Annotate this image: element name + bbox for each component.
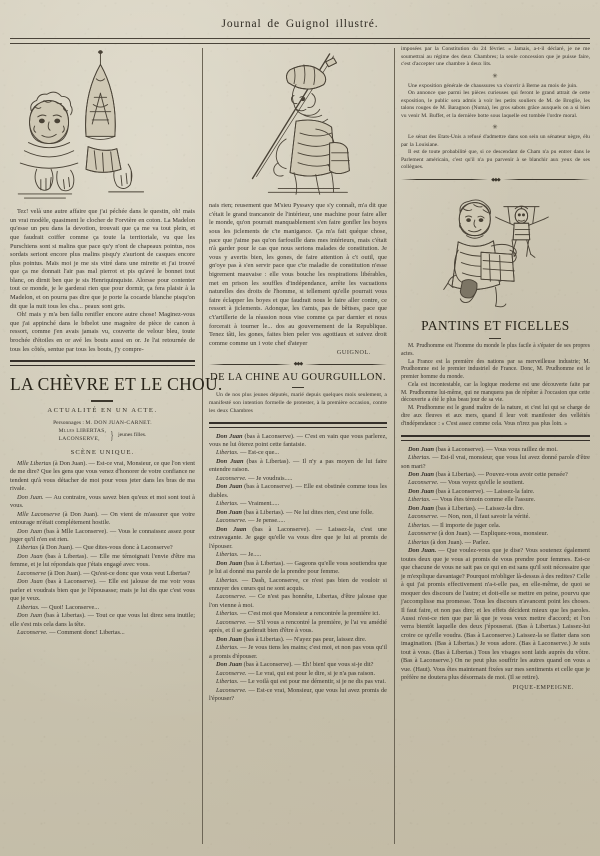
dialogue-line [209,593,387,610]
news-intro-paragraph: imposées par la Constitution du 24 février. « Jamais, a-t-il déclaré, je ne me soumettrai au régime des deux Chambres; la seule concession que je puisse faire, c'est d'accepter une chambre à deux lits. [400,46,590,68]
dialogue-character: Don Juan [407,445,435,453]
dialogue-line [209,475,387,483]
dialogue-character: Don Juan [215,457,244,465]
dialogue-stage: (à Don Juan). [39,544,74,552]
dialogue-line [209,551,387,559]
cast-list [10,419,195,444]
dialogue-character: Mlle Libertas [17,459,52,467]
dialogue-stage: (à Don Juan). [52,459,87,467]
dialogue-character: Libertas. [17,603,40,611]
right-illustration-wrapper [401,188,590,312]
left-column [10,46,223,844]
masthead-rule [10,38,590,44]
dialogue-text: — Ce n'est pas honnête, Libertas, d'être jalouse que l'on vienne à moi. [208,593,387,609]
dialogue-line [209,483,387,500]
dialogue-stage: (bas à Laconserve). [252,525,310,533]
dialogue-line [10,629,195,637]
cast-line-2 [10,427,195,444]
dialogue-line [10,494,195,511]
dialogue-character: Don Juan [407,504,435,512]
dialogue-text: — Laissez-la, c'est une extravagante. Je gage qu'elle va vous dire que je lui ai promis de l'épouser. [208,525,387,550]
dialogue-stage: (bas à Libertas). [246,457,291,465]
dialogue-character: Libertas. [215,644,239,652]
dialogue-stage: (bas à Laconserve). [244,483,294,491]
cast-name-2: LACONSERVE, [58,436,100,443]
dialogue-line [401,454,590,471]
dialogue-text: — S'il vous a rencontré la première, je l'ai vu amédié après, et il se garderait bien d'être à vous. [208,618,387,635]
dialogue-line [10,612,195,629]
dialogue-stage: (bas à Laconserve). [243,661,293,669]
dialogue-character: Libertas [407,538,429,546]
dialogue-character: Don Juan [407,471,435,479]
mid-article-paragraph-1: nais rien; reusement que M'sieu Pyssavy que s'y connaît, m'a dit que c'était le grand trancanoir de l'intérieur, une machine pour faire aller le monde, qu'on pourrait manquablement s'en faire gonfler les boyes sous les jiclements de c'te manigance. Ça m'a fait quéque chose, pace que j'aime pas qu'on farfouille dans mes intérieurs, mais c'était n'à garder pour le cas que nous serions malades de constitution. Je vous y avertis bien, les gones, de faire attention à c't outil, que gn'oye pas à s'en servir pace que c'te maladie de constitution n'esse bigrement mauvaise : elle vous bouche les respirations libérables, met en prison les souffles d'indépendance, arrête les vacuations naturelles des droits de l'homme, si tellement qu'elle pourrait vous faire éclapper les boyes et que faudrait nous le faire aller contre, ce ressort à jiclements. Adonque, les t'amis, pas de bêtises, pace que c't'artillerie de la réassion nous vise comme ça par darnier et nous forcerait à tourner le... dos au gouvernement de la Republique. Tenez tâti, les gones, faites bien peler vos agottiaux et suivez droit comme comme un i vote chef d'ateyer [208,202,387,347]
dialogue-line [401,505,590,513]
dialogue-character: Libertas. [215,678,239,686]
dialogue-text: — Vraiment..... [240,500,280,508]
dialogue-character: Libertas. [215,551,239,559]
dialogue-character: Don Juan [215,525,247,533]
dialogue-character: Mlle Laconserve [17,510,61,518]
dialogue-line [209,449,387,457]
right-dialogue-rule [401,435,590,441]
dialogue-line [401,488,590,496]
dialogue-line [209,678,387,686]
dialogue-text: — Ne lui dites rien, c'est une folle. [285,508,374,516]
mid-section-dash [292,387,304,388]
dialogue-stage: (à Don Juan). [47,569,82,577]
dialogue-character: Don Juan [215,483,243,491]
mid-column [202,46,394,844]
dialogue-line [209,500,387,508]
news-separator-2: ✳ [492,124,499,132]
dialogue-text: — Elle est obstinée comme tous les diables. [208,483,387,499]
dialogue-character: Libertas. [215,500,239,508]
dialogue-character: Laconserve. [215,669,247,677]
dialogue-line [401,479,590,487]
play-subtitle: ACTUALITÉ EN UN ACTE. [47,406,158,414]
mid-dialogue-rule [209,422,387,428]
dialogue-text: — Que voulez-vous que je dise? Vous soutenez également toutes deux que je vous ai promis de vous prendre pour femmes. Est-ce que chacune de vous ne sait pas ce qui en est sans qu'il soit nécessaire que je m'explique davantage? Pourquoi m'obliger là-dessus à des redites? Celle à qui j'ai promis effectivement n'a-t-elle pas, en elle-même, de quoi se moquer des discours de l'autre; et doit-elle se mettre en peine, pourvu que j'accomplisse ma promesse. Tous les discours n'avancent point les choses. Il faut faire, et non pas dire; et les effets décident mieux que les paroles. Aussi n'est-ce rien que par là que je vous veux mettre d'accord; et l'on verra bientôt laquelle des deux j'épouserai. (Bas à Libertas.) Laissez-lui croire ce qu'elle voudra. (Bas à Laconserve.) Laissez-la se flatter dans son imagination. (Bas à Libertas.) Je vous adore. (Bas à Laconserve.) Je suis tout à vous. (Bas à Libertas.) Tous les visages sont laids auprès du vôtre. (Bas à Laconserve.) On ne peut plus souffrir les autres quand on vous a vue. (Haut). Vous êtes maintenant fixées sur mes sentiments et celle que je préfère ne doutera plus désormais de moi. (Il se retire). [400,547,590,682]
dialogue-text: — Vous êtes témoin comme elle l'assure. [432,496,536,504]
mid-ornament-rule [209,361,387,367]
dialogue-text: — Elle est jalouse de me voir vous parler et voudrais bien que je l'épousasse; mais je lui dis que c'est vous que je veux. [10,578,195,603]
right-column [394,46,590,844]
right-ornament-rule [401,177,590,183]
dialogue-stage: (bas à Laconserve). [45,578,97,586]
ornament-line-right [503,179,590,180]
mid-article-signature: GUIGNOL. [336,350,371,357]
dialogue-text: — Quoi! Laconserve... [41,603,100,611]
dialogue-text: — Vous vous raillez de moi. [486,445,558,453]
news-item-1-paragraph-2: On annonce que parmi les pièces curieuses qui feront le grand attrait de cette exposition, le public sera admis à voir les petits souliers de M. de Broglie, les talons rouges de M. Baragnon (Numa), les gros sabots grâce auxquels on a si bien vu venir M. Buffet, et la dernière botte sous laquelle est tombée l'ordre moral. [400,90,590,119]
masthead-title: Journal de Guignol illustré. [221,18,379,30]
dialogue-line [209,577,387,594]
dialogue-line [401,530,590,538]
dialogue-character: Laconserve. [215,686,247,694]
dialogue-character: Libertas. [407,496,431,504]
news-item-1-paragraph-1: Une exposition générale de chaussures va s'ouvrir à Berne au mois de juin. [407,82,578,89]
dialogue-text: — Il importe de juger cela. [432,521,501,529]
dialogue-character: Laconserve. [215,593,247,601]
mid-illustration-wrapper [209,48,387,196]
dialogue-character: Don Juan [215,635,243,643]
news-item-2-paragraph-1: Le sénat des Etats-Unis a refusé d'admettre dans son sein un sénateur nègre, élu par la Louisiane. [400,134,590,148]
dialogue-line [10,460,195,494]
ornament-line-right [305,364,387,365]
dialogue-stage: (bas à Libertas). [435,504,477,512]
dialogue-text: — Parlez. [464,538,490,546]
dialogue-line [209,661,387,669]
dialogue-text: — Tout ce que vous lui direz sera inutile; elle s'est mis cela dans la tête. [10,612,195,628]
right-section-dash [489,338,501,339]
dialogue-line [401,496,590,504]
dialogue-stage: (bas à Libertas). [243,508,285,516]
cast-names-group [59,427,107,444]
dialogue-character: Libertas. [215,610,239,618]
dialogue-stage: (bas à Libertas). [243,635,285,643]
dialogue-text: — Laissez-la faire. [486,487,535,495]
dialogue-line [209,670,387,678]
dialogue-character: Laconserve [17,569,47,577]
dialogue-character: Laconserve. [215,618,247,626]
dialogue-text: — Je vous tiens les mains; c'est moi, et non pas vous qu'il a promis d'épouser. [208,644,387,660]
dialogue-text: — Laissez-la dire. [477,504,525,512]
pantins-paragraph-4: M. Prudhomme est le grand maître de la nature, et c'est lui qui se charge de dire aux fleuves et aux mers, quand il leur voit manifester des velléités d'indépendance : « C'est assez comme cela. Vous n'irez pas plus loin. » [400,405,590,427]
dialogue-character: Laconserve. [407,479,439,487]
dialogue-text: — Comment donc! Libertas... [49,629,125,637]
dialogue-line [10,528,195,545]
cast-label: Personnages : [53,419,84,426]
dialogue-text: — Gageons qu'elle vous soutiendra que je lui ai donné ma parole de la prendre pour femme. [208,559,387,576]
dialogue-stage: (à don Juan). [430,538,464,546]
left-article-paragraph-1: Tez! velà une autre affaire que j'ai péchée dans le questin, oh! mais un vrai modèle, quasiment le clocher de Forvière en coton. La Madelon qu'esse un peu dans la devotion, trouvait que ça me va tout plein, et que faudrait coiffer comme ça toute la territoriale, vu que les Purschiens sont si malins que pace qu'y n'ont de chapeaux pointus, nos sordats seriont encore plus malins pisqu'y z'auriont de casques encore plus pointus. Maïs moi je me sis vitré dans une mirette et j'ai trouvé que ça me donnait l'air pas mal pierrot et pis qu'avé le bonnet tout blanc, on dirnit ben que je sis Henriquinquiste. Alorsse pour contenter tout ce monde, je le garderai rien que pour dormir, ça fera plaisir à la Madelon, et on pourra pas dire que je porte la cocarde blanche pisqu'on dit que la nuit tous les cha... peaux sont gris. [10,208,195,310]
right-section-title: PANTINS ET FICELLES [421,318,570,334]
play-title-dash [91,400,113,401]
dialogue-text: — Que dites-vous donc à Laconserve? [75,544,173,552]
news-item-2-paragraph-2: Il est de toute probabilité que, si ce descendant de Cham n'a pu entrer dans le Parlement américain, c'est qu'il n'a pu parvenir à se blanchir aux yeux de ses collègues. [400,149,590,171]
dialogue-line [209,687,387,704]
play-title: LA CHÈVRE ET LE CHOU. [10,374,223,395]
right-column-signature: PIQUE-EMPEIGNE. [512,684,574,691]
dialogue-line [209,610,387,618]
dialogue-stage: (à Don Juan). [62,510,99,518]
dialogue-character: Don Juan [215,559,243,567]
dialogue-character: Libertas. [407,521,431,529]
dialogue-text: — Vous voyez qu'elle le soutient. [440,479,525,487]
left-section-rule [10,360,195,366]
dialogue-line [401,547,590,683]
dialogue-character: Libertas [17,544,38,552]
pantins-paragraph-2: La France est la première des nations par sa merveilleuse industrie; M. Prudhomme est le premier industriel de France. Donc, M. Prudhomme est le premier homme du monde. [400,358,590,381]
cast-line-1 [10,419,195,427]
masthead [0,18,600,30]
dialogue-line [209,433,387,450]
dialogue-character: Laconserve. [215,474,247,482]
dialogue-line [10,553,195,570]
dialogue-text: — Expliquez-vous, monsieur. [472,530,549,538]
scene-heading: SCÈNE UNIQUE. [70,448,135,456]
dialogue-character: Don Juan. [17,493,44,501]
dialogue-text: — Je..... [240,551,262,559]
dialogue-line [209,509,387,517]
dialogue-stage: (bas à Libertas). [243,559,285,567]
dialogue-text: — N'ayez pas peur, laissez dire. [285,635,367,643]
dialogue-line [209,517,387,525]
dialogue-line [10,570,195,578]
ornament-line-left [209,364,291,365]
dialogue-character: Laconserve [407,530,437,538]
dialogue-line [209,458,387,475]
dialogue-text: — Je voudrais..... [248,474,293,482]
cast-name-1: Mlles LIBERTAS, [58,428,107,435]
mid-section-title: DE LA CHINE AU GOURGUILLON. [210,372,386,384]
ornament-diamond: ◆◆◆ [293,362,303,368]
dialogue-line [401,539,590,547]
dialogue-text: — Je pense..... [248,517,286,525]
dialogue-text: — Eh! bien! que vous si-je dit? [294,661,374,669]
dialogue-character: Don Juan [17,527,43,535]
ornament-diamond: ◆◆◆ [491,177,500,183]
dialogue-line [10,544,195,552]
dialogue-stage: (bas à Laconserve). [435,445,485,453]
dialogue-character: Laconserve. [17,629,48,637]
dialogue-text: — Le voilà qui est pour me démentir, si je ne dis pas vrai. [240,678,386,686]
dialogue-line [209,619,387,636]
dialogue-character: Don Juan [407,487,435,495]
dialogue-line [10,604,195,612]
dialogue-character: Don Juan [215,432,243,440]
dialogue-stage: (bas à Libertas). [435,471,477,479]
dialogue-character: Laconserve. [407,513,439,521]
puppeteer-with-marionette-woodcut [423,188,568,312]
cast-note: jeunes filles. [118,432,147,439]
dialogue-stage: (bas à Mlle Laconserve). [44,527,108,535]
pantins-paragraph-3: Cela est incontestable, car la logique moderne est une découverte faite par M. Prudhomme lui-même, qui ne manquera pas de répéter à l'occasion que cette découverte a été le plus beau jour de sa vie. [400,381,590,404]
dialogue-text: — Non, non, il faut savoir la vérité. [440,513,531,521]
dialogue-text: — Le vrai, qui est pour le dire, si je n'a pas raison. [248,669,376,677]
dialogue-character: Don Juan [17,612,43,620]
dialogue-character: Don Juan [17,578,43,586]
dialogue-text: — Qu'est-ce donc que vous veut Libertas? [83,569,191,577]
dialogue-line [209,526,387,551]
dialogue-character: Don Juan [215,508,243,516]
dialogue-text: — Il n'y a pas moyen de lui faire entendre raison. [208,457,387,474]
dialogue-line [10,511,195,528]
soldier-with-rifle-woodcut [209,48,387,196]
dialogue-character: Libertas. [215,576,239,584]
dialogue-text: — Dash, Laconserve, ce n'est pas bien de vouloir si ennuyer des cœurs qui ne sont acquis. [208,576,387,592]
dialogue-text: — Est-ce que... [240,449,280,457]
dialogue-character: Libertas. [215,449,239,457]
dialogue-line [209,644,387,661]
dialogue-stage: (bas à Laconserve). [435,487,485,495]
mid-section-paragraph: Un de nos plus jeunes députés, marié depuis quelques mois seulement, a manifesté son intention formelle de protester, à la première occasion, contre les deux Chambres [208,392,387,414]
dialogue-line [401,446,590,454]
dialogue-line [401,522,590,530]
dialogue-line [401,513,590,521]
dialogue-text: — C'est moi que Monsieur a rencontrée la première ici. [240,610,381,618]
dialogue-text: — Est-ce vrai, Monsieur, que vous lui avez promis de l'épouser? [208,686,387,703]
dialogue-line [209,636,387,644]
dialogue-text: — Est-il vrai, monsieur, que vous lui avez donné parole d'être son mari? [400,454,590,470]
dialogue-character: Laconserve. [215,517,247,525]
dialogue-stage: (bas à Libertas). [45,552,88,560]
dialogue-character: Libertas. [407,454,431,462]
dialogue-stage: (bas à Libertas). [44,612,86,620]
left-article-paragraph-2: Oh! mais y m'a ben fallu renifler encore autre chose! Maginez-vous que j'ai appinché dans le bibelot une magnère de pièce de canon à ressort, comme j'en avais jamais vu, couverte de velour bleu, toute brochée d'étoiles en or avé les bouts aussi en or. Je l'ai retournée de tous les côtés, sentue par tous les bouts, j'y compre- [10,311,195,353]
dialogue-text: — Elle me témoignait l'envie d'être ma femme, et je lui répondais que j'étais engagé avec vous. [10,552,195,569]
ornament-line-left [401,179,488,180]
dialogue-stage: (à don Juan). [438,530,472,538]
dialogue-stage: (bas à Laconserve). [244,432,295,440]
cast-brace: } [110,427,114,442]
dialogue-text: — Pouvez-vous avoir cette pensée? [477,471,568,479]
dialogue-character: Don Juan [215,661,243,669]
dialogue-character: Don Juan. [407,547,437,555]
dialogue-text: — On vient de m'assurer que votre entourage m'était complétement hostile. [10,510,195,527]
dialogue-text: — Au contraire, vous savez bien qu'eux et moi sont tout à vous. [10,493,195,510]
dialogue-text: — Est-ce vrai, Monsieur, ce que l'on vient de me dire? Que les gens que vous venez d'honorer de votre confiance ne tendent qu'à vous détacher de moi pour vous jeter dans les bras de ma rivale. [10,459,195,493]
pantins-paragraph-1: M. Prudhomme est l'homme du monde le plus facile à s'épater de ses propres actes. [400,343,590,357]
dialogue-line [209,560,387,577]
guignol-and-gnafron-woodcut [10,48,195,202]
dialogue-text: — Vous le connaissez assez pour juger qu'il n'en est rien. [10,527,195,544]
left-illustration-wrapper [10,48,195,202]
dialogue-line [10,578,195,603]
dialogue-character: Don Juan [17,552,43,560]
dialogue-line [401,471,590,479]
cast-name-0: M. DON JUAN-CARNET. [85,419,152,426]
dialogue-text: — C'est en vain que vous parlerez, vous ne lui ôterez point cette fantaisie. [208,432,387,449]
column-container [10,46,590,844]
news-separator-1: ✳ [492,72,499,80]
